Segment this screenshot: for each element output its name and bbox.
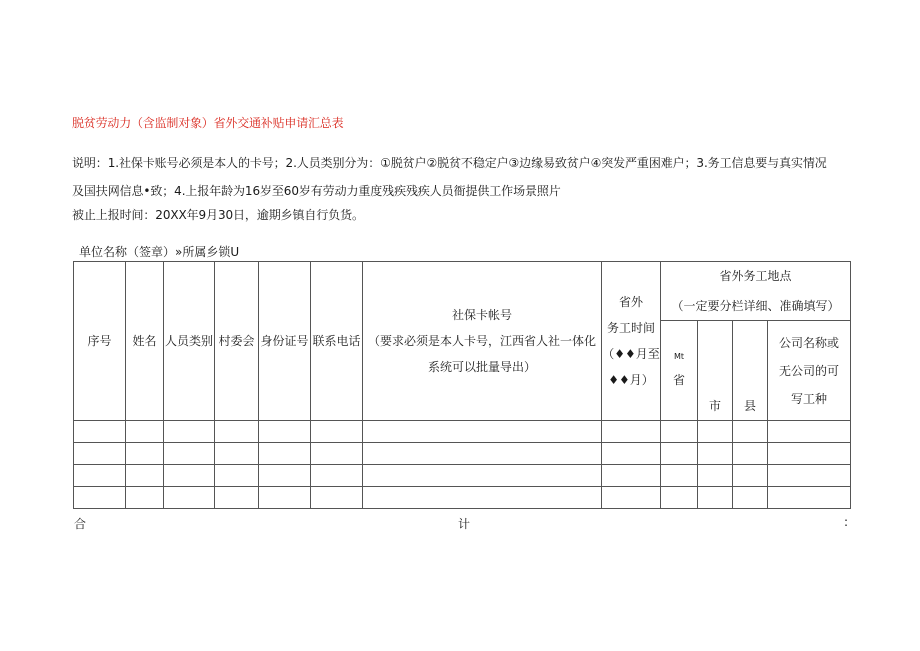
header-province-small: Mt	[673, 351, 685, 361]
note-line-2: 及国扶网信息•致；4.上报年龄为16岁至60岁有劳动力重度残疾残疾人员衙提供工作场景照片	[72, 184, 561, 198]
header-province	[661, 321, 698, 421]
table-row	[74, 443, 851, 465]
table-cell	[126, 421, 164, 443]
table-cell	[661, 487, 698, 509]
table-cell	[698, 465, 733, 487]
header-work-time	[602, 262, 661, 421]
table-cell	[215, 465, 259, 487]
header-company-1: 公司名称或	[779, 335, 840, 350]
header-name: 姓名	[126, 262, 164, 421]
table-cell	[661, 421, 698, 443]
header-work-time-2: 务工时间	[606, 321, 655, 335]
header-category: 人员类别	[164, 262, 215, 421]
summary-table	[73, 261, 851, 509]
table-cell	[768, 443, 851, 465]
table-cell	[733, 421, 768, 443]
header-work-time-1: 省外	[618, 295, 643, 309]
table-row	[74, 421, 851, 443]
table-cell	[602, 443, 661, 465]
table-cell	[602, 465, 661, 487]
table-cell	[602, 487, 661, 509]
header-social-card	[363, 262, 602, 421]
table-row	[74, 487, 851, 509]
note-line-3: 被止上报时间：20XX年9月30日，逾期乡镇自行负货。	[72, 208, 364, 222]
header-work-time-3: （♦♦月至	[602, 347, 660, 361]
header-location-title: 省外务工地点	[719, 269, 792, 283]
table-cell	[215, 443, 259, 465]
header-city-label: 市	[708, 399, 721, 413]
table-cell	[126, 487, 164, 509]
header-county-label: 县	[743, 399, 756, 413]
table-cell	[74, 421, 126, 443]
table-cell	[363, 487, 602, 509]
table-cell	[311, 487, 363, 509]
header-county	[733, 321, 768, 421]
unit-name-line: 单位名称（签章）»所属乡锁U	[79, 245, 240, 259]
table-cell	[363, 465, 602, 487]
table-cell	[74, 443, 126, 465]
total-label-mid: 计	[458, 517, 471, 531]
table-cell	[698, 443, 733, 465]
table-cell	[698, 487, 733, 509]
table-cell	[74, 465, 126, 487]
header-work-time-4: ♦♦月）	[608, 373, 654, 387]
header-company-2: 无公司的可	[779, 363, 840, 378]
table-row	[74, 465, 851, 487]
header-card-note-1: （要求必须是本人卡号，江西省人社一体化	[367, 334, 596, 348]
table-cell	[164, 421, 215, 443]
table-cell	[363, 443, 602, 465]
table-cell	[768, 487, 851, 509]
table-cell	[311, 421, 363, 443]
table-cell	[602, 421, 661, 443]
table-cell	[126, 443, 164, 465]
document-title: 脱贫劳动力（含监制对象）省外交通补贴申请汇总表	[72, 116, 344, 130]
header-province-label: 省	[672, 372, 685, 387]
table-cell	[733, 465, 768, 487]
header-village: 村委会	[215, 262, 259, 421]
table-cell	[311, 465, 363, 487]
table-cell	[698, 421, 733, 443]
table-cell	[259, 421, 311, 443]
header-location	[661, 262, 851, 321]
table-cell	[164, 443, 215, 465]
total-label-left: 合	[74, 517, 87, 531]
table-cell	[733, 443, 768, 465]
table-cell	[661, 465, 698, 487]
header-id-number: 身份证号	[259, 262, 311, 421]
table-cell	[164, 465, 215, 487]
table-cell	[259, 443, 311, 465]
table-cell	[215, 421, 259, 443]
table-cell	[74, 487, 126, 509]
header-card-note-2: 系统可以批量导出）	[427, 360, 536, 374]
note-line-1: 说明：1.社保卡账号必须是本人的卡号；2.人员类别分为：①脱贫户②脱贫不稳定户③边缘易致贫户④突发严重困难户；3.务工信息要与真实情况	[72, 156, 827, 170]
table-cell	[661, 443, 698, 465]
total-colon: :	[844, 515, 849, 529]
table-cell	[733, 487, 768, 509]
table-cell	[768, 465, 851, 487]
table-cell	[215, 487, 259, 509]
header-seq: 序号	[74, 262, 126, 421]
header-company-3: 写工种	[791, 391, 828, 406]
table-cell	[363, 421, 602, 443]
table-cell	[311, 443, 363, 465]
table-cell	[259, 465, 311, 487]
header-card-title: 社保卡帐号	[451, 308, 512, 322]
header-city	[698, 321, 733, 421]
table-cell	[126, 465, 164, 487]
header-location-note: （一定要分栏详细、准确填写）	[671, 299, 840, 313]
table-cell	[768, 421, 851, 443]
header-company	[768, 321, 851, 421]
header-phone: 联系电话	[311, 262, 363, 421]
table-cell	[259, 487, 311, 509]
table-cell	[164, 487, 215, 509]
